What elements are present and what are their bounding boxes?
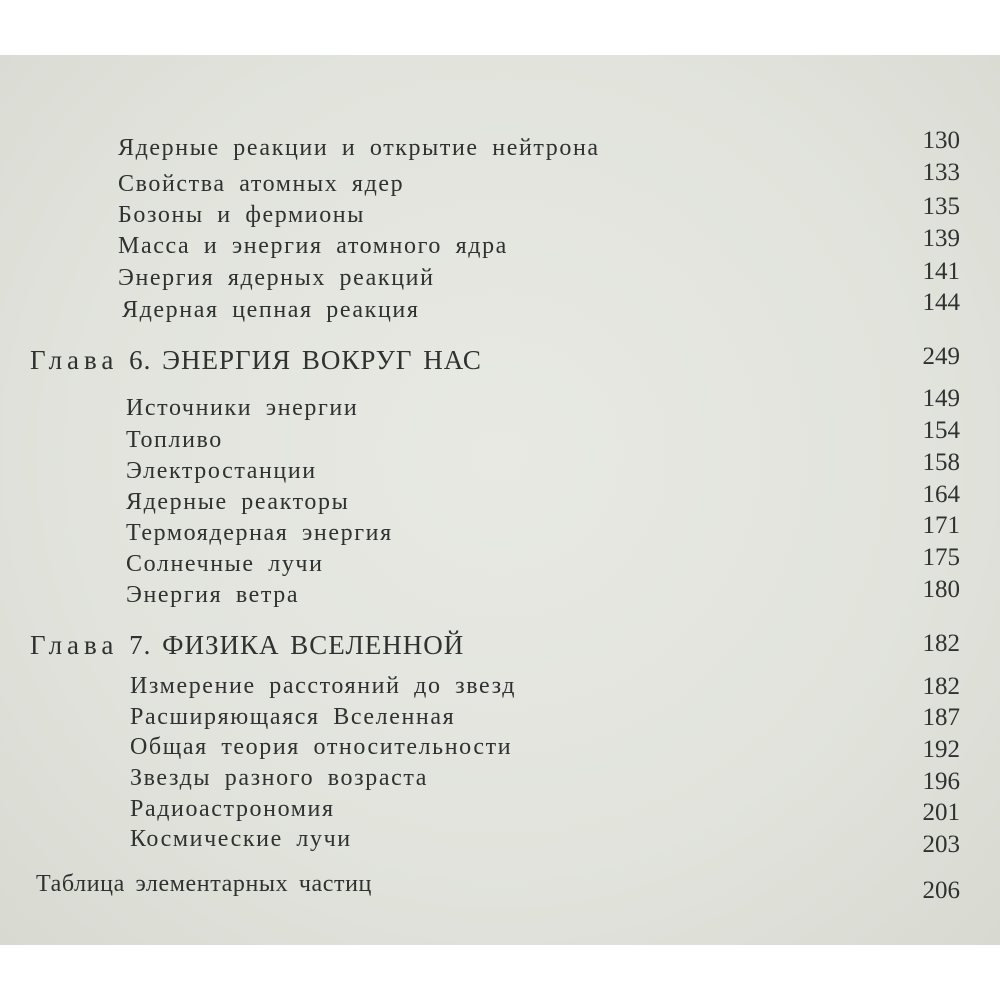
toc-entry-page: 171: [922, 512, 960, 539]
toc-entry-title: Солнечные лучи: [126, 551, 324, 577]
toc-entry-page: 135: [922, 193, 960, 220]
toc-entry-page: 196: [922, 768, 960, 795]
toc-entry-title: Электростанции: [126, 458, 317, 484]
chapter-prefix: Глава: [30, 630, 119, 660]
toc-entry-title: Ядерные реакторы: [126, 489, 350, 515]
toc-entry-page: 141: [922, 258, 960, 285]
toc-entry-title: Бозоны и фермионы: [118, 202, 365, 228]
toc-entry-page: 187: [922, 704, 960, 731]
chapter-prefix: Глава: [30, 345, 119, 375]
toc-entry-title: Ядерная цепная реакция: [122, 297, 420, 323]
toc-entry-page: 201: [922, 799, 960, 826]
toc-entry-title: Свойства атомных ядер: [118, 171, 405, 197]
toc-entry-page: 139: [922, 225, 960, 252]
table-of-contents: [0, 55, 1000, 945]
toc-entry-page: 192: [922, 736, 960, 763]
toc-entry-title: Топливо: [126, 427, 223, 453]
chapter-title: 7. ФИЗИКА ВСЕЛЕННОЙ: [129, 630, 465, 660]
toc-entry-title: Таблица элементарных частиц: [36, 871, 372, 897]
toc-entry-title: Звезды разного возраста: [130, 765, 428, 791]
toc-entry-title: Источники энергии: [126, 395, 359, 421]
chapter-heading: [30, 630, 464, 661]
toc-entry-page: 175: [922, 544, 960, 571]
toc-entry-title: Общая теория относительности: [130, 734, 513, 760]
book-page-photo: [0, 55, 1000, 945]
toc-entry-title: Радиоастрономия: [130, 796, 335, 822]
toc-entry-title: Измерение расстояний до звезд: [130, 673, 517, 699]
toc-entry-page: 203: [922, 831, 960, 858]
toc-entry-title: Расширяющаяся Вселенная: [130, 704, 456, 730]
toc-entry-page: 164: [922, 481, 960, 508]
toc-entry-page: 149: [922, 385, 960, 412]
toc-entry-title: Ядерные реакции и открытие нейтрона: [118, 135, 600, 161]
toc-entry-page: 144: [922, 289, 960, 316]
toc-entry-page: 180: [922, 576, 960, 603]
toc-entry-title: Термоядерная энергия: [126, 520, 393, 546]
chapter-page: 249: [922, 343, 960, 370]
chapter-heading: [30, 345, 482, 376]
chapter-title: 6. ЭНЕРГИЯ ВОКРУГ НАС: [129, 345, 482, 375]
toc-entry-title: Космические лучи: [130, 826, 352, 852]
toc-entry-page: 158: [922, 449, 960, 476]
toc-entry-title: Энергия ветра: [126, 582, 300, 608]
toc-entry-page: 154: [922, 417, 960, 444]
toc-entry-page: 206: [922, 877, 960, 904]
toc-entry-page: 130: [922, 127, 960, 154]
toc-entry-page: 182: [922, 673, 960, 700]
toc-entry-title: Масса и энергия атомного ядра: [118, 233, 508, 259]
toc-entry-page: 133: [922, 159, 960, 186]
chapter-page: 182: [922, 630, 960, 657]
toc-entry-title: Энергия ядерных реакций: [118, 265, 435, 291]
